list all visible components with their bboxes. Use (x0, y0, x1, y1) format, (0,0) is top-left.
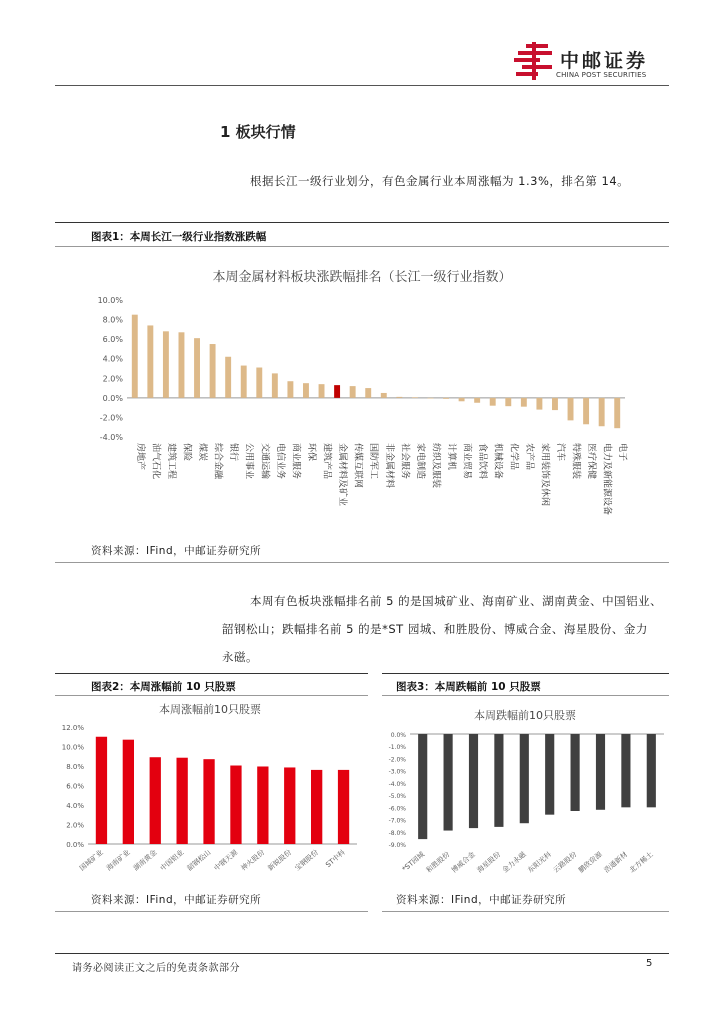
china-post-logo-icon (512, 40, 556, 84)
y-tick-label: -5.0% (388, 793, 406, 801)
y-tick-label: 4.0% (102, 354, 123, 364)
bar (194, 338, 200, 398)
bar (241, 366, 247, 398)
bar (284, 767, 295, 844)
bar (396, 397, 402, 398)
x-tick-label: 煤炭 (197, 443, 208, 462)
bar (418, 734, 427, 839)
chart-title: 本周跌幅前10只股票 (474, 709, 576, 722)
bar (163, 331, 169, 398)
y-tick-label: 0.0% (66, 841, 84, 849)
bar (521, 398, 527, 407)
x-tick-label: 海南矿业 (105, 848, 132, 873)
bar (536, 398, 542, 410)
y-tick-label: -8.0% (388, 829, 406, 837)
x-tick-label: 建筑产品 (321, 443, 332, 480)
x-tick-label: 银行 (228, 443, 239, 462)
x-tick-label: 中钢天源 (212, 848, 240, 873)
x-tick-label: 商业贸易 (461, 443, 472, 480)
top-movers-line3: 永磁。 (222, 650, 258, 664)
x-tick-label: 传媒互联网 (352, 443, 363, 489)
x-tick-label: *ST园城 (400, 850, 426, 874)
y-tick-label: -3.0% (388, 768, 406, 776)
y-tick-label: -1.0% (388, 744, 406, 752)
top-movers-line2: 韶钢松山；跌幅排名前 5 的是*ST 园城、和胜股份、博威合金、海星股份、金力 (222, 622, 648, 636)
x-tick-label: 汽车 (554, 443, 565, 462)
figure2-top-rule (55, 673, 368, 674)
x-tick-label: 国防军工 (368, 443, 379, 480)
x-tick-label: 公用事业 (243, 443, 254, 480)
figure3-label: 图表3：本周跌幅前 10 只股票 (396, 681, 541, 693)
bar (257, 766, 268, 844)
x-tick-label: 国城矿业 (78, 848, 105, 873)
bar (614, 398, 620, 428)
x-tick-label: 家用装饰及休闲 (539, 443, 550, 507)
header-divider (55, 85, 669, 86)
bar (334, 385, 340, 398)
x-tick-label: 神火股份 (239, 848, 267, 873)
y-tick-label: 12.0% (61, 724, 84, 732)
x-tick-label: ST中科 (324, 848, 347, 870)
figure1-top-rule (55, 222, 669, 223)
bar (132, 315, 138, 398)
disclaimer-note: 请务必阅读正文之后的免责条款部分 (72, 963, 240, 974)
x-tick-label: 金属材料及矿业 (337, 443, 348, 507)
bar (428, 398, 434, 399)
x-tick-label: 湖南黄金 (131, 848, 159, 873)
chart-sector-performance (55, 250, 669, 535)
x-tick-label: 宝钢股份 (293, 848, 320, 873)
x-tick-label: 社会服务 (399, 443, 410, 480)
bar (545, 734, 554, 815)
y-tick-label: -4.0% (99, 433, 123, 442)
bar (203, 759, 214, 844)
y-tick-label: 0.0% (102, 393, 123, 403)
bar (552, 398, 558, 410)
x-tick-label: 纺织及服装 (430, 443, 441, 489)
x-tick-label: 计算机 (446, 443, 457, 471)
bar (256, 368, 262, 398)
x-tick-label: 机械设备 (492, 443, 503, 480)
figure2-label: 图表2：本周涨幅前 10 只股票 (91, 681, 236, 693)
y-tick-label: -9.0% (388, 842, 406, 849)
bar (177, 758, 188, 844)
y-tick-label: 2.0% (102, 374, 123, 384)
bar (412, 397, 418, 398)
bar (443, 398, 449, 399)
y-tick-label: -2.0% (388, 756, 406, 764)
page-number: 5 (646, 958, 653, 969)
bar (350, 386, 356, 398)
bar (96, 737, 107, 844)
bar (469, 734, 478, 828)
bar (230, 766, 241, 844)
figure1-source: 资料来源：IFind，中邮证券研究所 (91, 545, 262, 557)
bar (319, 384, 325, 398)
bar (490, 398, 496, 406)
bar (444, 734, 453, 831)
bar (287, 381, 293, 398)
x-tick-label: 和胜股份 (424, 850, 452, 875)
bar (147, 325, 153, 397)
bar (381, 393, 387, 398)
x-tick-label: 非金属材料 (383, 443, 394, 489)
figure1-label-rule (55, 246, 669, 247)
bar (621, 734, 630, 807)
chart-title: 本周涨幅前10只股票 (159, 703, 261, 716)
y-tick-label: -4.0% (388, 780, 406, 788)
x-tick-label: 环保 (305, 443, 316, 462)
x-tick-label: 商业服务 (290, 443, 301, 480)
intro-paragraph: 根据长江一级行业划分，有色金属行业本周涨幅为 1.3%，排名第 14。 (250, 174, 630, 188)
bar (150, 757, 161, 844)
y-tick-label: 8.0% (102, 315, 123, 325)
y-tick-label: 0.0% (390, 732, 406, 739)
y-tick-label: 2.0% (66, 821, 84, 830)
x-tick-label: 博威合金 (450, 850, 477, 875)
y-tick-label: 10.0% (61, 743, 84, 752)
x-tick-label: 电力及新能源设备 (601, 443, 612, 516)
x-tick-label: 交通运输 (259, 443, 270, 480)
figure2-bottom-rule (55, 911, 368, 912)
y-tick-label: 8.0% (66, 763, 84, 771)
x-tick-label: 农产品 (523, 443, 534, 471)
chart-top-gainers (55, 697, 365, 887)
x-tick-label: 韶钢松山 (185, 848, 213, 873)
y-tick-label: -2.0% (99, 413, 123, 423)
bar (225, 357, 231, 398)
x-tick-label: 家电制造 (414, 443, 425, 480)
y-tick-label: 4.0% (66, 802, 84, 810)
bar (647, 734, 656, 807)
bar (272, 373, 278, 397)
bar (583, 398, 589, 424)
x-tick-label: 食品饮料 (477, 443, 488, 480)
y-tick-label: 6.0% (66, 782, 84, 791)
bar (459, 398, 465, 401)
brand-name-en: CHINA POST SECURITIES (556, 71, 647, 79)
y-tick-label: 10.0% (97, 296, 123, 305)
footer-divider (55, 953, 669, 954)
x-tick-label: 电子 (617, 443, 628, 462)
brand-name: 中邮证券 (560, 50, 649, 72)
bar (505, 398, 511, 406)
bar (474, 398, 480, 403)
x-tick-label: 建筑工程 (165, 443, 176, 480)
x-tick-label: 医疗保健 (586, 443, 597, 480)
bar (365, 388, 371, 398)
x-tick-label: 化学品 (508, 443, 519, 471)
top-movers-line1: 本周有色板块涨幅排名前 5 的是国城矿业、海南矿业、湖南黄金、中国铝业、 (250, 594, 663, 608)
x-tick-label: 鹏欣资源 (577, 850, 604, 875)
figure2-label-rule (55, 695, 368, 696)
y-tick-label: -6.0% (388, 805, 406, 813)
chart-title: 本周金属材料板块涨跌幅排名（长江一级行业指数） (212, 270, 512, 285)
bar (494, 734, 503, 827)
x-tick-label: 东阳光科 (526, 850, 553, 875)
figure2-source: 资料来源：IFind，中邮证券研究所 (91, 894, 262, 906)
x-tick-label: 综合金融 (212, 443, 223, 480)
figure1-label: 图表1：本周长江一级行业指数涨跌幅 (91, 231, 267, 243)
bar (571, 734, 580, 811)
bar (338, 770, 349, 844)
bar (568, 398, 574, 421)
figure3-label-rule (382, 695, 669, 696)
y-tick-label: 6.0% (102, 335, 123, 345)
x-tick-label: 云路股份 (551, 850, 579, 875)
x-tick-label: 油气石化 (150, 443, 161, 480)
x-tick-label: 浩通新材 (602, 850, 630, 875)
bar (520, 734, 529, 823)
x-tick-label: 中国铝业 (158, 848, 186, 873)
figure3-source: 资料来源：IFind，中邮证券研究所 (396, 894, 567, 906)
figure1-bottom-rule (55, 562, 669, 563)
x-tick-label: 北方稀土 (627, 850, 655, 875)
chart-top-losers (382, 697, 669, 887)
x-tick-label: 特殊服装 (570, 443, 581, 480)
x-tick-label: 新锐股份 (266, 848, 294, 873)
bar (303, 383, 309, 398)
section-title: 1 板块行情 (220, 123, 296, 141)
bar (596, 734, 605, 810)
bar (599, 398, 605, 426)
y-tick-label: -7.0% (388, 817, 406, 825)
x-tick-label: 海星股份 (475, 850, 503, 875)
x-tick-label: 保险 (181, 443, 192, 462)
figure3-top-rule (382, 673, 669, 674)
bar (179, 332, 185, 398)
figure3-bottom-rule (382, 911, 669, 912)
x-tick-label: 房地产 (134, 443, 145, 471)
bar (311, 770, 322, 844)
x-tick-label: 电信业务 (274, 443, 285, 480)
x-tick-label: 金力永磁 (500, 850, 528, 875)
bar (210, 344, 216, 398)
bar (123, 740, 134, 844)
